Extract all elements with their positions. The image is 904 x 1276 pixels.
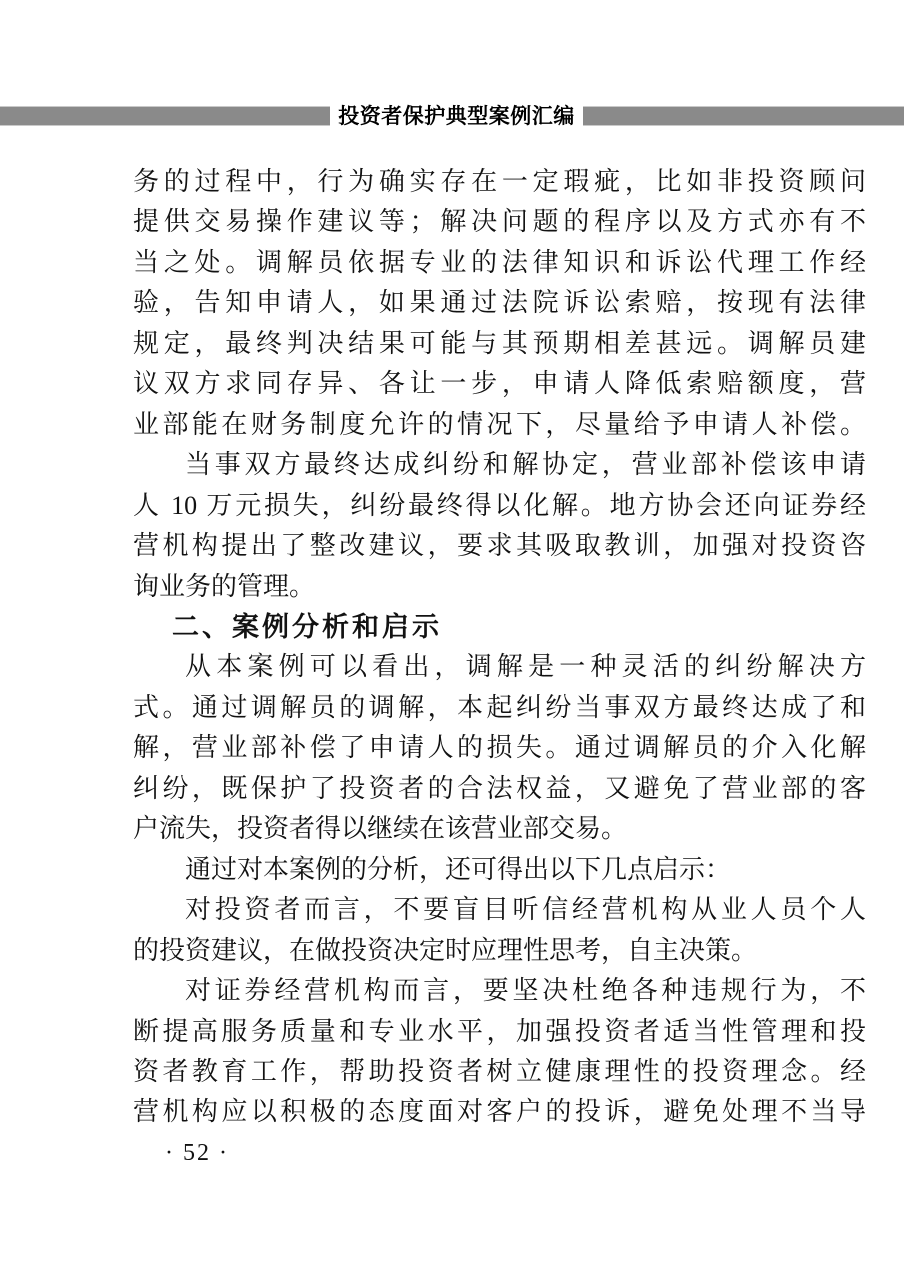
text-line: 纠纷，既保护了投资者的合法权益，又避免了营业部的客 [133,773,866,803]
page-body-text [133,162,866,1133]
text-line: 对投资者而言，不要盲目听信经营机构从业人员个人 [185,895,866,925]
text-line: 营机构应以积极的态度面对客户的投诉，避免处理不当导 [133,1097,866,1127]
header-bar-right [583,106,904,126]
running-header [0,0,904,140]
text-line: 验，告知申请人，如果通过法院诉讼索赔，按现有法律 [133,288,866,318]
text-line: 对证券经营机构而言，要坚决杜绝各种违规行为，不 [185,976,866,1006]
text-line: 式。通过调解员的调解，本起纠纷当事双方最终达成了和 [133,692,866,722]
text-line: 断提高服务质量和专业水平，加强投资者适当性管理和投 [133,1016,866,1046]
text-line: 务的过程中，行为确实存在一定瑕疵，比如非投资顾问 [133,167,866,196]
text-line: 提供交易操作建议等；解决问题的程序以及方式亦有不 [133,207,866,237]
text-line: 的投资建议，在做投资决定时应理性思考，自主决策。 [133,935,758,965]
section-heading: 二、案例分析和启示 [172,611,442,642]
header-bar-left [0,106,330,126]
text-line: 营机构提出了整改建议，要求其吸取教训，加强对投资咨 [133,531,866,561]
text-line: 通过对本案例的分析，还可得出以下几点启示： [185,854,732,884]
text-line: 从本案例可以看出，调解是一种灵活的纠纷解决方 [185,652,866,682]
text-line: 资者教育工作，帮助投资者树立健康理性的投资理念。经 [133,1056,866,1086]
text-line: 人 10 万元损失，纠纷最终得以化解。地方协会还向证券经 [133,490,866,520]
text-line: 询业务的管理。 [133,571,316,601]
text-line: 规定，最终判决结果可能与其预期相差甚远。调解员建 [133,328,866,358]
text-line: 当事双方最终达成纠纷和解协定，营业部补偿该申请 [185,450,866,480]
text-line: 户流失，投资者得以继续在该营业部交易。 [133,814,628,844]
text-line: 议双方求同存异、各让一步，申请人降低索赔额度，营 [133,369,866,399]
running-header-title: 投资者保护典型案例汇编 [338,105,575,128]
text-line: 当之处。调解员依据专业的法律知识和诉讼代理工作经 [133,247,866,277]
page-number: · 52 · [165,1140,229,1166]
text-line: 解，营业部补偿了申请人的损失。通过调解员的介入化解 [133,733,866,763]
text-line: 业部能在财务制度允许的情况下，尽量给予申请人补偿。 [133,409,866,439]
